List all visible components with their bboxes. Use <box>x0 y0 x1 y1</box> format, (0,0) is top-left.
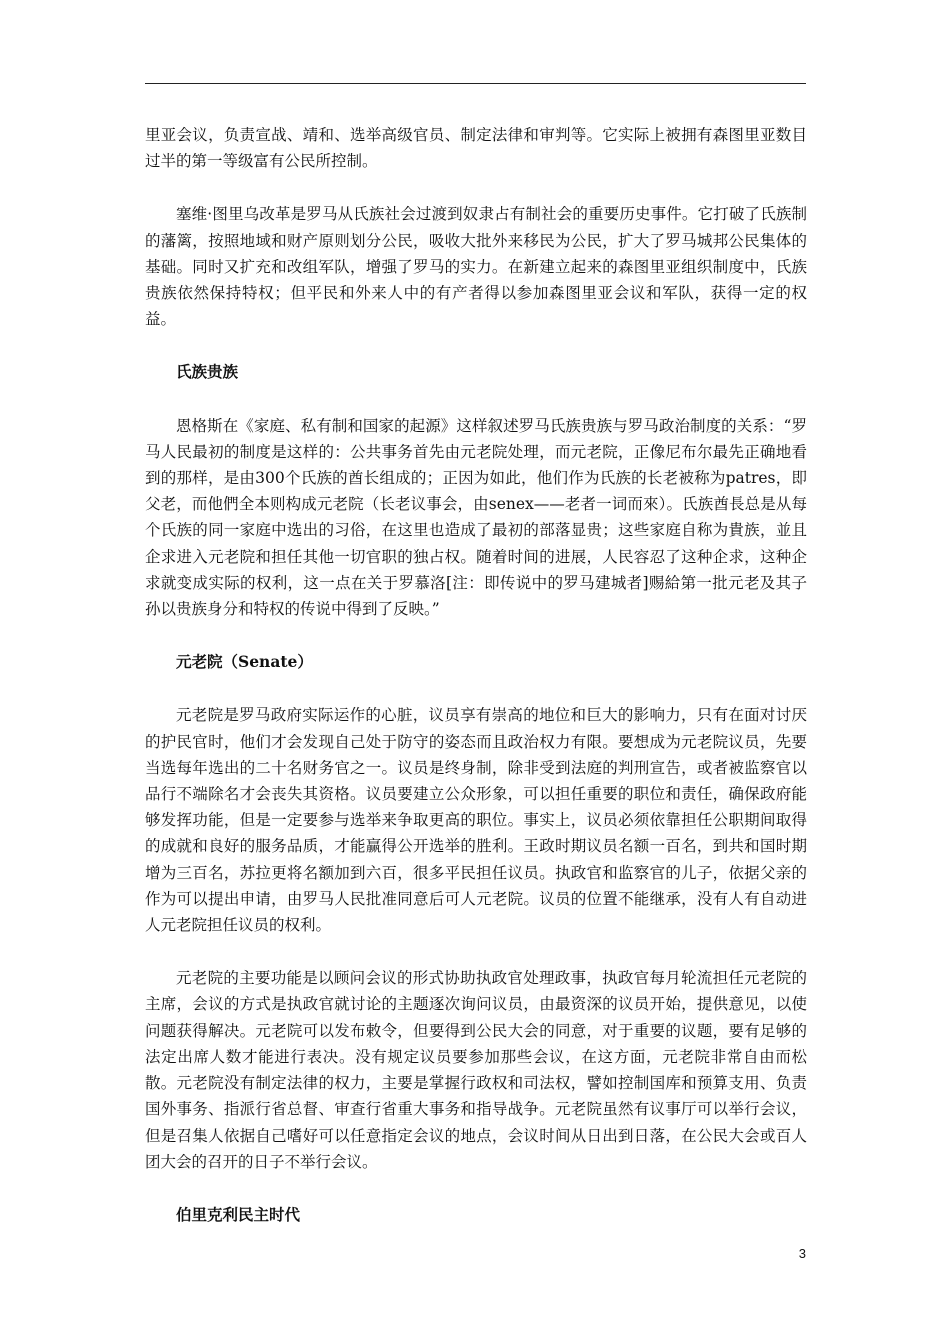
servian-reform-paragraph: 塞维·图里乌改革是罗马从氏族社会过渡到奴隶占有制社会的重要历史事件。它打破了氏族制的藩篱，按照地域和财产原则划分公民，吸收大批外来移民为公民，扩大了罗马城邦公民集体的基础。同时又扩充和改组军队，增强了罗马的实力。在新建立起来的森图里亚组织制度中，氏族贵族依然保持特权；但平民和外来人中的有产者得以参加森图里亚会议和军队，获得一定的权益。 <box>145 205 807 329</box>
intro-paragraph: 里亚会议，负责宣战、靖和、选举高级官员、制定法律和审判等。它实际上被拥有森图里亚数目过半的第一等级富有公民所控制。 <box>145 126 807 171</box>
paragraph-gap <box>145 675 807 702</box>
paragraph-gap <box>145 174 807 201</box>
senate-paragraph-2: 元老院的主要功能是以顾问会议的形式协助执政官处理政事，执政官每月轮流担任元老院的主席，会议的方式是执政官就讨论的主题逐次询问议员，由最资深的议员开始，提供意见，以使问题获得解决。元老院可以发布敕令，但要得到公民大会的同意，对于重要的议题，要有足够的法定出席人数才能进行表决。没有规定议员要参加那些会议，在这方面，元老院非常自由而松散。元老院没有制定法律的权力，主要是掌握行政权和司法权，譬如控制国库和预算支用、负责国外事务、指派行省总督、审查行省重大事务和指导战争。元老院虽然有议事厅可以举行会议，但是召集人依据自己嗜好可以任意指定会议的地点，会议时间从日出到日落，在公民大会或百人团大会的召开的日子不举行会议。 <box>145 969 807 1171</box>
paragraph-gap <box>145 622 807 649</box>
section-heading-senate: 元老院（Senate） <box>176 652 313 672</box>
paragraph-gap <box>145 938 807 965</box>
patricians-paragraph: 恩格斯在《家庭、私有制和国家的起源》这样叙述罗马氏族贵族与罗马政治制度的关系：“罗马人民最初的制度是这样的：公共事务首先由元老院处理，而元老院，正像尼布尔最先正确地看到的那样，是由300个氏族的酋长组成的；正因为如此，他们作为氏族的长老被称为patres，即父老，而他們全本则构成元老院（长老议事会，由senex——老者一词而來）。氏族酋長总是从每个氏族的同一家庭中选出的习俗，在这里也造成了最初的部落显贵；这些家庭自称为貴族，並且企求进入元老院和担任其他一切官职的独占权。随着时间的进展，人民容忍了这种企求，这种企求就变成实际的权利，这一点在关于罗慕洛[注：即传说中的罗马建城者]赐給第一批元老及其子孙以贵族身分和特权的传说中得到了反映。” <box>145 416 807 619</box>
section-heading-pericles: 伯里克利民主时代 <box>176 1204 301 1224</box>
paragraph-gap <box>145 332 807 359</box>
paragraph-gap <box>145 386 807 413</box>
section-heading-patricians: 氏族贵族 <box>176 362 239 382</box>
document-body <box>145 122 807 1228</box>
senate-paragraph-1: 元老院是罗马政府实际运作的心脏，议员享有崇高的地位和巨大的影响力，只有在面对讨厌的护民官时，他们才会发现自己处于防守的姿态而且政治权力有限。要想成为元老院议员，先要当选每年选出的二十名财务官之一。议员是终身制，除非受到法庭的判刑宣告，或者被监察官以品行不端除名才会丧失其资格。议员要建立公众形象，可以担任重要的职位和责任，确保政府能够发挥功能，但是一定要参与选举来争取更高的职位。事实上，议员必须依靠担任公职期间取得的成就和良好的服务品质，才能赢得公开选举的胜利。王政时期议员名额一百名，到共和国时期增为三百名，苏拉更将名额加到六百，很多平民担任议员。执政官和监察官的儿子，依据父亲的作为可以提出申请，由罗马人民批准同意后可人元老院。议员的位置不能继承，没有人有自动进人元老院担任议员的权利。 <box>145 706 807 935</box>
paragraph-gap <box>145 1175 807 1202</box>
header-rule <box>145 83 806 84</box>
page-number: 3 <box>798 1246 806 1261</box>
